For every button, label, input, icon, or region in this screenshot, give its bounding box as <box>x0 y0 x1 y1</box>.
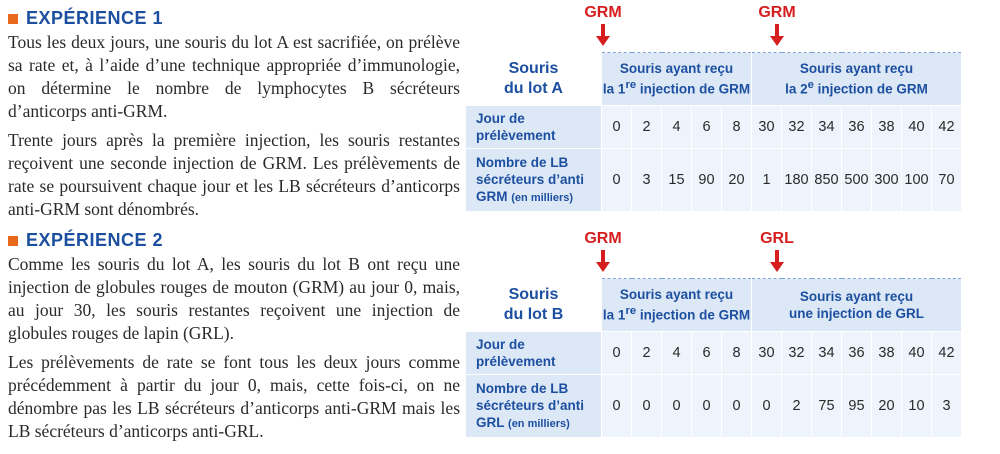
count-cell: 75 <box>812 375 842 438</box>
count-cell: 2 <box>782 375 812 438</box>
group-header-2: Souris ayant reçu la 2e injection de GRM <box>752 53 962 106</box>
experience1-title: EXPÉRIENCE 1 <box>26 8 164 28</box>
experience2-heading <box>8 230 460 251</box>
injection-label: GRL <box>760 230 794 247</box>
table-row <box>466 106 962 149</box>
count-cell: 180 <box>782 149 812 212</box>
count-cell: 90 <box>692 149 722 212</box>
data-table <box>465 52 962 212</box>
row-header-count: Nombre de LB sécréteurs d’anti GRL (en milliers) <box>466 375 602 438</box>
day-cell: 34 <box>812 332 842 375</box>
injection-arrows <box>465 4 993 52</box>
injection-arrow-1 <box>573 4 633 46</box>
count-cell: 1 <box>752 149 782 212</box>
count-cell: 0 <box>752 375 782 438</box>
day-cell: 38 <box>872 332 902 375</box>
day-cell: 36 <box>842 332 872 375</box>
arrow-head-icon <box>596 262 610 272</box>
count-cell: 100 <box>902 149 932 212</box>
data-table <box>465 278 962 438</box>
experience1-heading <box>8 8 460 29</box>
experience1-paragraph2: Trente jours après la première injection, les souris restantes reçoivent une seconde injection de GRM. Les prélèvements de rate se poursuivent chaque jour et les LB sécréteurs d’anticorps anti-GRM sont dénombrés. <box>8 130 460 219</box>
arrow-head-icon <box>770 36 784 46</box>
day-cell: 38 <box>872 106 902 149</box>
day-cell: 32 <box>782 332 812 375</box>
count-cell: 0 <box>632 375 662 438</box>
group-header-2: Souris ayant reçu une injection de GRL <box>752 279 962 332</box>
table-lot-b <box>465 230 993 438</box>
day-cell: 34 <box>812 106 842 149</box>
down-arrow-icon <box>775 250 779 262</box>
day-cell: 42 <box>932 332 962 375</box>
experience2-paragraph1: Comme les souris du lot A, les souris du lot B ont reçu une injection de globules rouges de mouton (GRM) au jour 0, mais, au jour 30, les souris restantes reçoivent une injection de globules rouges de lapin (GRL). <box>8 254 460 343</box>
injection-label: GRM <box>584 4 622 21</box>
count-cell: 0 <box>722 375 752 438</box>
table-row <box>466 375 962 438</box>
count-cell: 0 <box>692 375 722 438</box>
experience1-section <box>8 8 460 221</box>
injection-arrow-1 <box>573 230 633 272</box>
table-lot-a <box>465 4 993 212</box>
count-cell: 300 <box>872 149 902 212</box>
count-cell: 850 <box>812 149 842 212</box>
day-cell: 2 <box>632 106 662 149</box>
injection-label: GRM <box>758 4 796 21</box>
arrow-head-icon <box>770 262 784 272</box>
experience2-title: EXPÉRIENCE 2 <box>26 230 164 250</box>
injection-label: GRM <box>584 230 622 247</box>
mouse-group-label: Souris du lot B <box>466 279 602 332</box>
day-cell: 6 <box>692 332 722 375</box>
count-cell: 0 <box>602 149 632 212</box>
day-cell: 0 <box>602 106 632 149</box>
day-cell: 6 <box>692 106 722 149</box>
experience2-section <box>8 230 460 443</box>
day-cell: 42 <box>932 106 962 149</box>
arrow-head-icon <box>596 36 610 46</box>
day-cell: 8 <box>722 332 752 375</box>
group-header-1: Souris ayant reçu la 1re injection de GRM <box>602 53 752 106</box>
injection-arrows <box>465 230 993 278</box>
row-header-day: Jour de prélèvement <box>466 106 602 149</box>
row-header-day: Jour de prélèvement <box>466 332 602 375</box>
experience2-paragraph2: Les prélèvements de rate se font tous les deux jours comme précédemment à partir du jour 0, mais, cette fois-ci, on ne dénombre pas les LB sécréteurs d’anticorps anti-GRM mais les LB sécréteurs d’anticorps anti-GRL. <box>8 352 460 441</box>
day-cell: 4 <box>662 106 692 149</box>
count-cell: 70 <box>932 149 962 212</box>
count-cell: 3 <box>632 149 662 212</box>
count-cell: 20 <box>872 375 902 438</box>
day-cell: 36 <box>842 106 872 149</box>
day-cell: 30 <box>752 106 782 149</box>
day-cell: 4 <box>662 332 692 375</box>
count-cell: 0 <box>602 375 632 438</box>
experience1-paragraph1: Tous les deux jours, une souris du lot A est sacrifiée, on prélève sa rate et, à l’aide d’une technique appropriée d’immunologie, on détermine le nombre de lymphocytes B sécréteurs d’anticorps anti-GRM. <box>8 32 460 121</box>
down-arrow-icon <box>601 250 605 262</box>
count-cell: 3 <box>932 375 962 438</box>
row-header-count: Nombre de LB sécréteurs d’anti GRM (en milliers) <box>466 149 602 212</box>
group-header-1: Souris ayant reçu la 1re injection de GRM <box>602 279 752 332</box>
down-arrow-icon <box>775 24 779 36</box>
count-cell: 20 <box>722 149 752 212</box>
table-row <box>466 149 962 212</box>
injection-arrow-2 <box>747 4 807 46</box>
day-cell: 8 <box>722 106 752 149</box>
mouse-group-label: Souris du lot A <box>466 53 602 106</box>
day-cell: 30 <box>752 332 782 375</box>
table-row <box>466 332 962 375</box>
day-cell: 2 <box>632 332 662 375</box>
square-bullet-icon <box>8 14 18 24</box>
count-cell: 0 <box>662 375 692 438</box>
count-cell: 95 <box>842 375 872 438</box>
day-cell: 0 <box>602 332 632 375</box>
day-cell: 32 <box>782 106 812 149</box>
injection-arrow-2 <box>747 230 807 272</box>
square-bullet-icon <box>8 236 18 246</box>
down-arrow-icon <box>601 24 605 36</box>
day-cell: 40 <box>902 106 932 149</box>
day-cell: 40 <box>902 332 932 375</box>
count-cell: 15 <box>662 149 692 212</box>
count-cell: 10 <box>902 375 932 438</box>
count-cell: 500 <box>842 149 872 212</box>
